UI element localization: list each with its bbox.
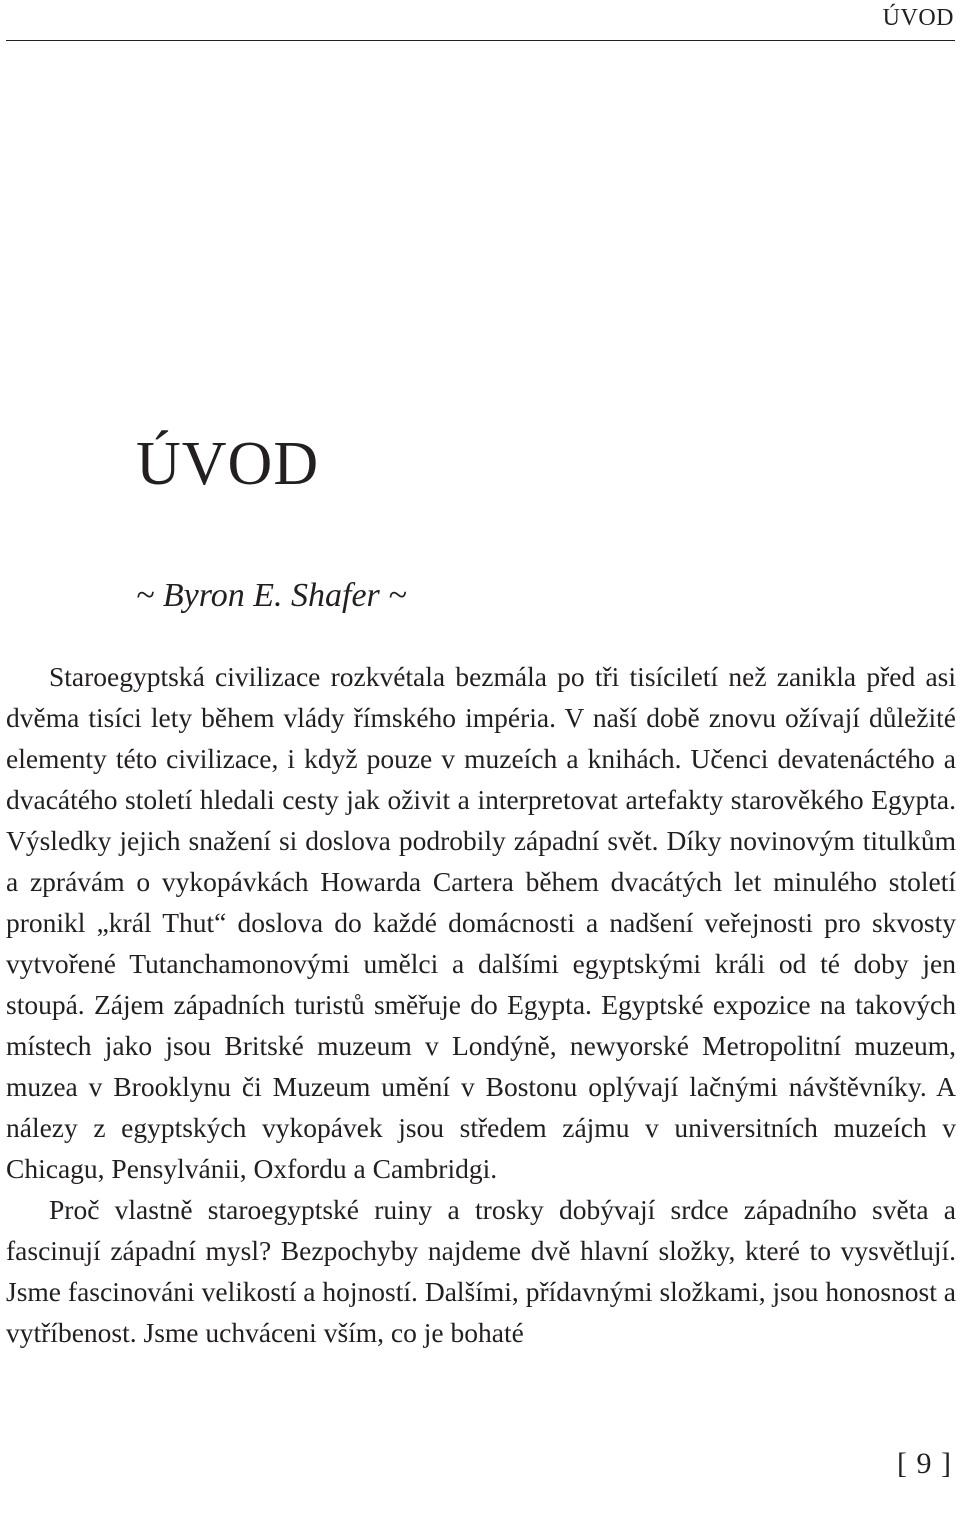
chapter-author: ~ Byron E. Shafer ~	[136, 577, 407, 614]
running-head: ÚVOD	[882, 5, 954, 31]
body-text	[6, 656, 956, 1353]
paragraph: Staroegyptská civilizace rozkvétala bezmála po tři tisíciletí než zanikla před asi dvěma tisíci lety během vlády římského impéria. V naší době znovu ožívají důležité elementy této civilizace, i když pouze v muzeích a knihách. Učenci devatenáctého a dvacátého století hledali cesty jak oživit a interpretovat artefakty starověkého Egypta. Výsledky jejich snažení si doslova podrobily západní svět. Díky novinovým titulkům a zprávám o vykopávkách Howarda Cartera během dvacátých let minulého století pronikl „král Thut“ doslova do každé domácnosti a nadšení veřejnosti pro skvosty vytvořené Tutanchamonovými umělci a dalšími egyptskými králi od té doby jen stoupá. Zájem západních turistů směřuje do Egypta. Egyptské expozice na takových místech jako jsou Britské muzeum v Londýně, newyorské Metropolitní muzeum, muzea v Brooklynu či Muzeum umění v Bostonu oplývají lačnými návštěvníky. A nálezy z egyptských vykopávek jsou středem zájmu v universitních muzeích v Chicagu, Pensylvánii, Oxfordu a Cambridgi.	[6, 661, 956, 1184]
chapter-title: ÚVOD	[136, 430, 320, 498]
page-number: [ 9 ]	[897, 1447, 952, 1480]
header-rule	[6, 40, 955, 41]
paragraph: Proč vlastně staroegyptské ruiny a trosky dobývají srdce západního světa a fascinují západní mysl? Bezpochyby najdeme dvě hlavní složky, které to vysvětlují. Jsme fascinováni velikostí a hojností. Dalšími, přídavnými složkami, jsou honosnost a vytříbenost. Jsme uchváceni vším, co je bohaté	[6, 1194, 956, 1348]
